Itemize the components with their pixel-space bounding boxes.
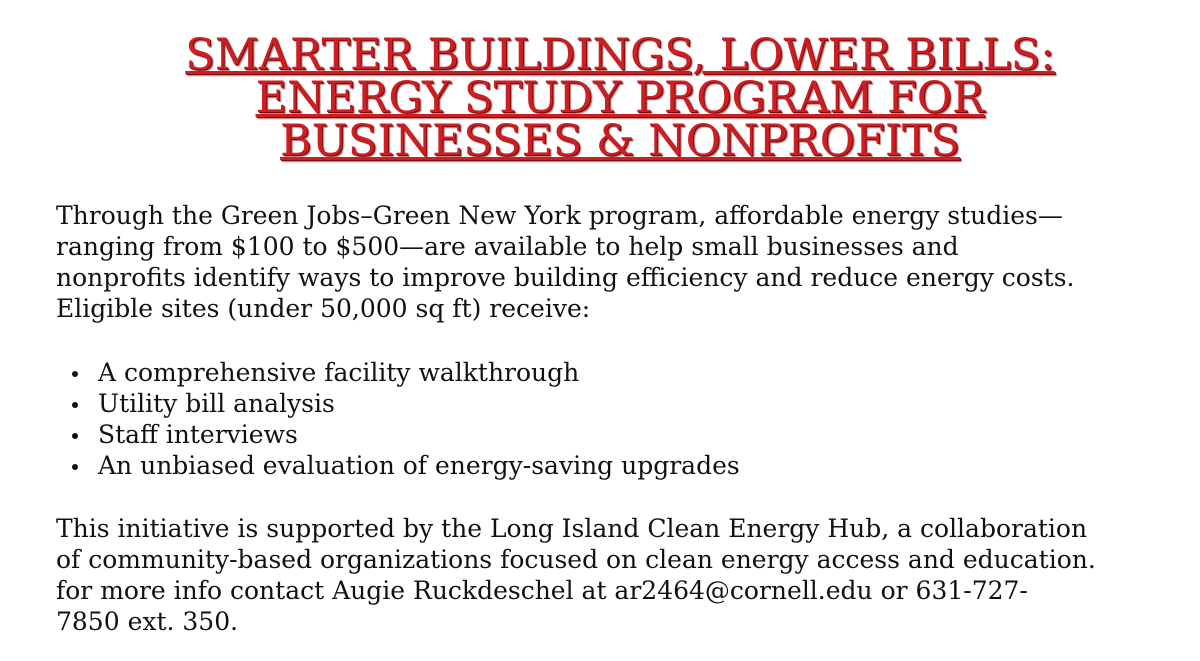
bullet-icon (72, 371, 78, 377)
list-item-text: Staff interviews (98, 420, 298, 449)
intro-line: Eligible sites (under 50,000 sq ft) receive: (56, 294, 591, 323)
intro-paragraph (56, 200, 1166, 324)
title-line: SMARTER BUILDINGS, LOWER BILLS: (185, 30, 1055, 80)
intro-line: Through the Green Jobs–Green New York program, affordable energy studies— (56, 201, 1063, 230)
benefits-list (56, 357, 1056, 481)
list-item-text: A comprehensive facility walkthrough (98, 358, 580, 387)
bullet-icon (72, 464, 78, 470)
list-item-text: Utility bill analysis (98, 389, 335, 418)
bullet-icon (72, 402, 78, 408)
intro-line: nonprofits identify ways to improve building efficiency and reduce energy costs. (56, 263, 1075, 292)
list-item (56, 419, 1056, 450)
closing-line: for more info contact Augie Ruckdeschel at ar2464@cornell.edu or 631-727- (56, 576, 1028, 605)
intro-line: ranging from $100 to $500—are available to help small businesses and (56, 232, 959, 261)
closing-line: of community-based organizations focused on clean energy access and education. (56, 545, 1096, 574)
bullet-icon (72, 433, 78, 439)
list-item-text: An unbiased evaluation of energy-saving upgrades (98, 451, 740, 480)
closing-line: This initiative is supported by the Long Island Clean Energy Hub, a collaboration (56, 514, 1088, 543)
list-item (56, 388, 1056, 419)
page-title (80, 30, 1160, 166)
list-item (56, 357, 1056, 388)
closing-paragraph (56, 513, 1166, 637)
list-item (56, 450, 1056, 481)
closing-line: 7850 ext. 350. (56, 607, 239, 636)
title-line: BUSINESSES & NONPROFITS (280, 116, 960, 166)
title-line: ENERGY STUDY PROGRAM FOR (255, 73, 985, 123)
